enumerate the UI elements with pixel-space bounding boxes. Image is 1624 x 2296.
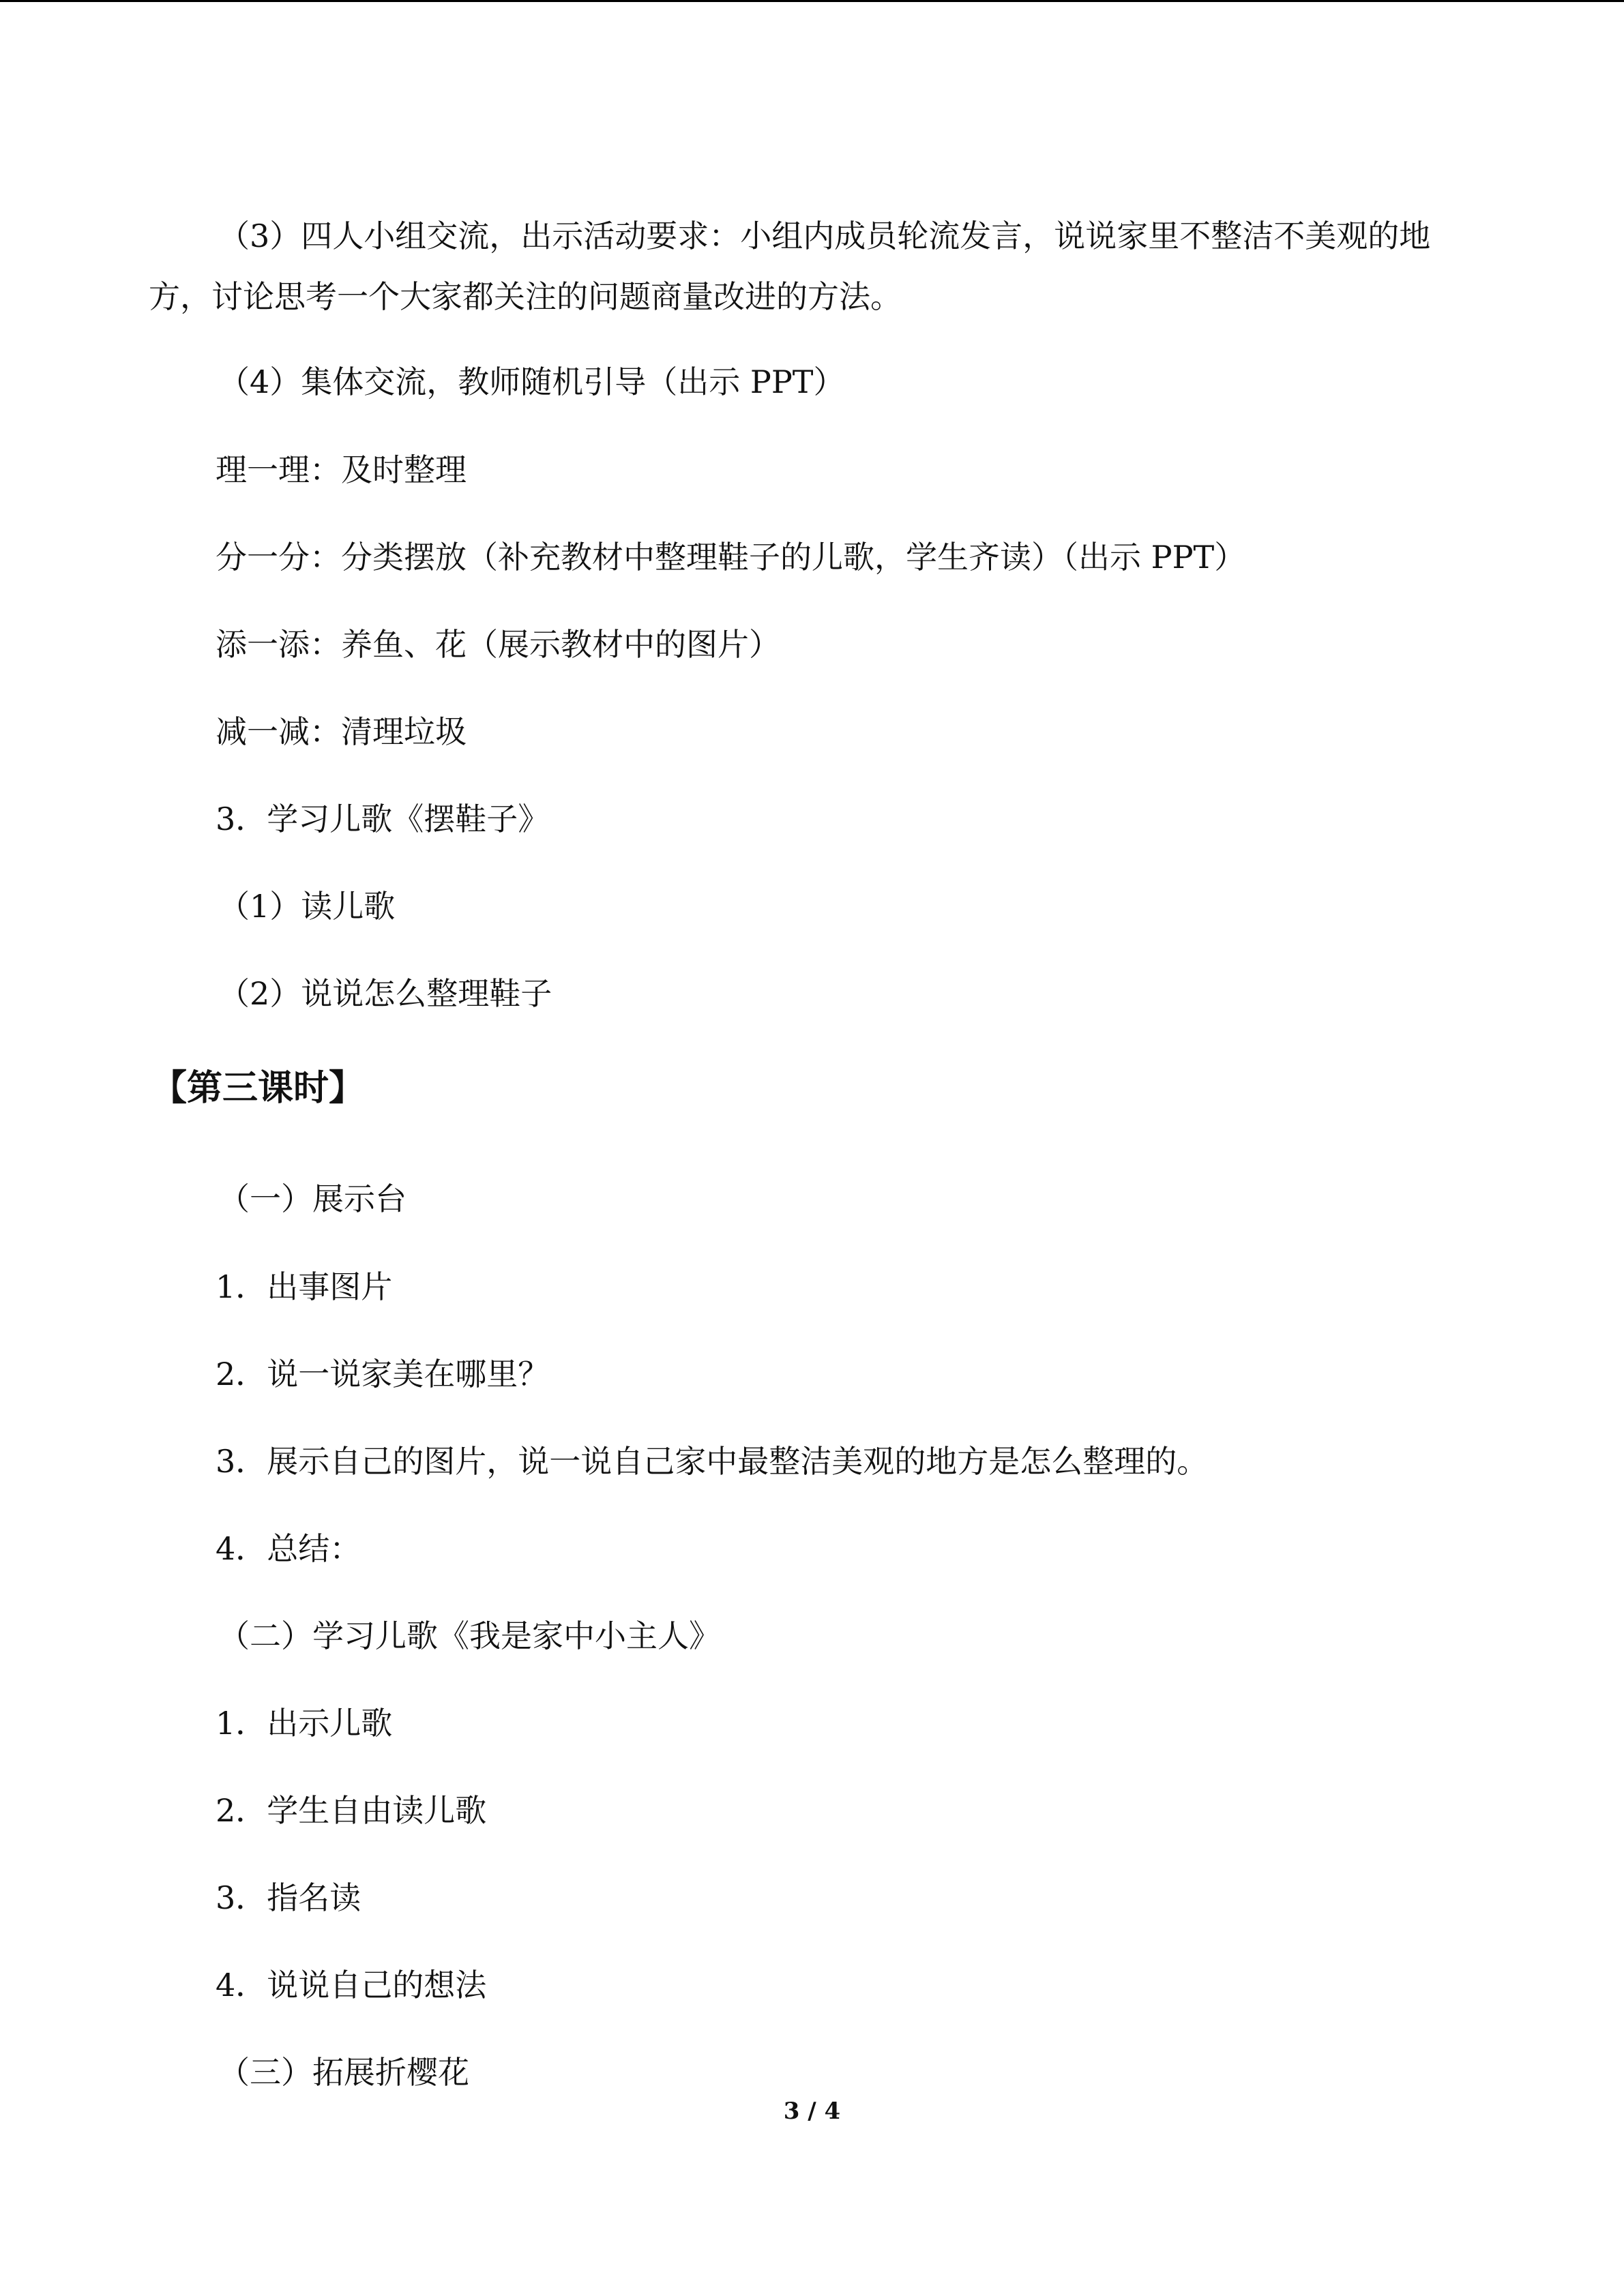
paragraph-item-3-line-2: 方，讨论思考一个大家都关注的问题商量改进的方法。 bbox=[149, 278, 902, 315]
part-2-item-1: 1．出示儿歌 bbox=[216, 1705, 393, 1742]
part-2-item-4: 4．说说自己的想法 bbox=[216, 1967, 487, 2003]
paragraph-item-3-line-1: （3）四人小组交流，出示活动要求：小组内成员轮流发言，说说家里不整洁不美观的地 bbox=[218, 218, 1431, 254]
fen-yi-fen-line: 分一分：分类摆放（补充教材中整理鞋子的儿歌，学生齐读）（出示 PPT） bbox=[216, 539, 1246, 576]
part-1-item-2: 2．说一说家美在哪里？ bbox=[216, 1356, 550, 1392]
part-2-title: （二）学习儿歌《我是家中小主人》 bbox=[218, 1617, 720, 1654]
sub-item-1: （1）读儿歌 bbox=[218, 888, 396, 925]
page-top-border bbox=[0, 0, 1624, 2]
part-1-title: （一）展示台 bbox=[218, 1180, 407, 1217]
part-2-item-2: 2．学生自由读儿歌 bbox=[216, 1792, 487, 1829]
paragraph-item-4: （4）集体交流，教师随机引导（出示 PPT） bbox=[218, 363, 845, 400]
part-1-item-1: 1．出事图片 bbox=[216, 1268, 393, 1305]
jian-yi-jian-line: 减一减：清理垃圾 bbox=[216, 713, 467, 750]
sub-item-2: （2）说说怎么整理鞋子 bbox=[218, 975, 552, 1012]
page-number: 3 / 4 bbox=[783, 2098, 841, 2125]
part-2-item-3: 3．指名读 bbox=[216, 1879, 361, 1916]
part-3-title: （三）拓展折樱花 bbox=[218, 2054, 469, 2091]
section-heading: 【第三课时】 bbox=[151, 1067, 365, 1109]
tian-yi-tian-line: 添一添：养鱼、花（展示教材中的图片） bbox=[216, 626, 780, 663]
li-yi-li-line: 理一理：及时整理 bbox=[216, 451, 467, 488]
part-1-item-3: 3．展示自己的图片，说一说自己家中最整洁美观的地方是怎么整理的。 bbox=[216, 1443, 1209, 1480]
part-1-item-4: 4．总结： bbox=[216, 1530, 361, 1567]
step-3-line: 3．学习儿歌《摆鞋子》 bbox=[216, 801, 550, 837]
